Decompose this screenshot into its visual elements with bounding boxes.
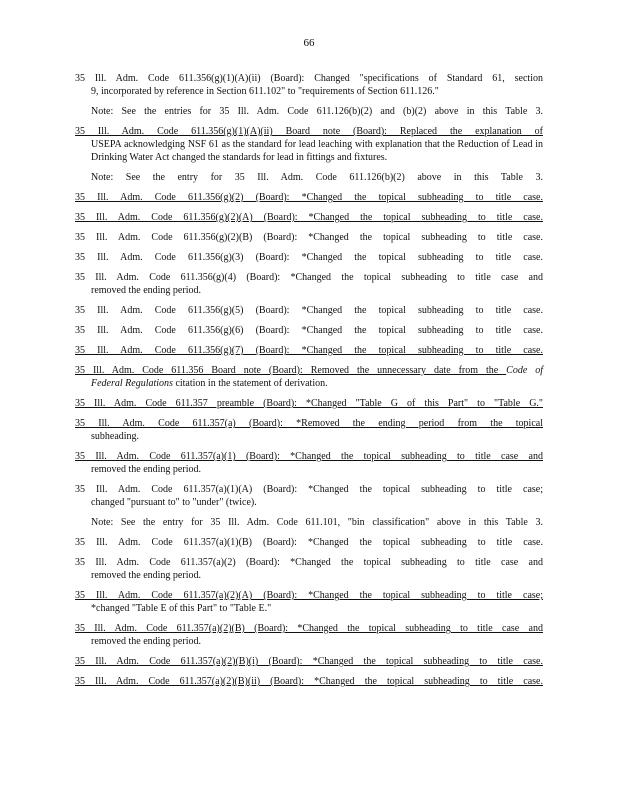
amendment-entry [75, 397, 543, 410]
entry-first-line: 35 Ill. Adm. Code 611.356(g)(5) (Board): *Changed the topical subheading to title case. [75, 305, 543, 316]
entry-first-line: 35 Ill. Adm. Code 611.357(a)(2)(B) (Board): *Changed the topical subheading to title case and [75, 623, 543, 634]
entry-continuation: 9, incorporated by reference in Section 611.102" to "requirements of Section 611.126." [91, 86, 439, 97]
entry-first-line: 35 Ill. Adm. Code 611.356(g)(2)(B) (Board): *Changed the topical subheading to title case. [75, 232, 543, 243]
amendment-entry [75, 655, 543, 668]
amendment-entry [75, 483, 543, 509]
amendment-entry [75, 622, 543, 648]
amendment-entry [75, 251, 543, 264]
note-paragraph [75, 105, 543, 118]
entry-continuation: changed "pursuant to" to "under" (twice). [91, 497, 257, 508]
amendment-entry [75, 417, 543, 443]
entry-first-line: 35 Ill. Adm. Code 611.357(a) (Board): *Removed the ending period from the topical [75, 418, 543, 429]
entry-first-line: 35 Ill. Adm. Code 611.356(g)(3) (Board): *Changed the topical subheading to title case. [75, 252, 543, 263]
entry-citation-text: 35 Ill. Adm. Code 611.356 Board note (Board): Removed the unnecessary date from the [75, 365, 507, 376]
entry-continuation: subheading. [91, 431, 140, 442]
amendment-entry [75, 364, 543, 390]
entry-first-line: 35 Ill. Adm. Code 611.357(a)(1)(A) (Board): *Changed the topical subheading to title case; [75, 484, 543, 495]
amendment-entry [75, 450, 543, 476]
entry-first-line: 35 Ill. Adm. Code 611.356(g)(2) (Board): *Changed the topical subheading to title case. [75, 192, 543, 203]
entry-continuation: *changed "Table E of this Part" to "Table E." [91, 603, 272, 614]
note-text: Note: See the entry for 35 Ill. Adm. Code 611.126(b)(2) above in this Table 3. [91, 172, 543, 183]
amendment-entry [75, 211, 543, 224]
amendment-entry [75, 271, 543, 297]
entry-continuation: removed the ending period. [91, 636, 201, 647]
entry-first-line: 35 Ill. Adm. Code 611.357(a)(2)(A) (Board): *Changed the topical subheading to title case; [75, 590, 543, 601]
amendment-entries-list [75, 72, 543, 695]
amendment-entry [75, 556, 543, 582]
entry-first-line: 35 Ill. Adm. Code 611.356(g)(6) (Board): *Changed the topical subheading to title case. [75, 325, 543, 336]
entry-first-line: 35 Ill. Adm. Code 611.357(a)(2) (Board): *Changed the topical subheading to title case and [75, 557, 543, 568]
entry-first-line: 35 Ill. Adm. Code 611.357(a)(1)(B) (Board): *Changed the topical subheading to title case. [75, 537, 543, 548]
entry-first-line: 35 Ill. Adm. Code 611.356(g)(2)(A) (Board): *Changed the topical subheading to title case. [75, 212, 543, 223]
entry-first-line: 35 Ill. Adm. Code 611.357(a)(1) (Board): *Changed the topical subheading to title case and [75, 451, 543, 462]
entry-first-line: 35 Ill. Adm. Code 611.356(g)(7) (Board): *Changed the topical subheading to title case. [75, 345, 543, 356]
entry-continuation: removed the ending period. [91, 570, 201, 581]
note-text: Note: See the entries for 35 Ill. Adm. Code 611.126(b)(2) and (b)(2) above in this Table 3. [91, 106, 543, 117]
note-paragraph [75, 171, 543, 184]
entry-first-line: 35 Ill. Adm. Code 611.356(g)(1)(A)(ii) (Board): Changed "specifications of Standard 61, section [75, 73, 543, 84]
italic-title-text: Federal Regulations [91, 378, 173, 389]
italic-title-text: Code of [506, 365, 543, 376]
entry-continuation-text: citation in the statement of derivation. [172, 378, 328, 389]
amendment-entry [75, 344, 543, 357]
entry-continuation: removed the ending period. [91, 285, 201, 296]
amendment-entry [75, 304, 543, 317]
entry-continuation: USEPA acknowledging NSF 61 as the standard for lead leaching with explanation that the Reduction of Lead in Drinking Water Act changed the standards for lead in fittings and fixtures. [91, 139, 543, 163]
entry-first-line: 35 Ill. Adm. Code 611.357(a)(2)(B)(ii) (Board): *Changed the topical subheading to title case. [75, 676, 543, 687]
amendment-entry [75, 191, 543, 204]
amendment-entry [75, 324, 543, 337]
entry-continuation: removed the ending period. [91, 464, 201, 475]
entry-first-line: 35 Ill. Adm. Code 611.357(a)(2)(B)(i) (Board): *Changed the topical subheading to title case. [75, 656, 543, 667]
note-text: Note: See the entry for 35 Ill. Adm. Code 611.101, "bin classification" above in this Table 3. [91, 517, 543, 528]
amendment-entry [75, 589, 543, 615]
amendment-entry [75, 536, 543, 549]
amendment-entry [75, 125, 543, 164]
entry-first-line [75, 364, 543, 377]
entry-first-line: 35 Ill. Adm. Code 611.357 preamble (Board): *Changed "Table G of this Part" to "Table G." [75, 398, 543, 409]
amendment-entry [75, 72, 543, 98]
page-number: 66 [303, 37, 315, 49]
note-paragraph [75, 516, 543, 529]
entry-first-line: 35 Ill. Adm. Code 611.356(g)(1)(A)(ii) Board note (Board): Replaced the explanation of [75, 126, 543, 137]
entry-continuation [75, 377, 543, 390]
amendment-entry [75, 231, 543, 244]
amendment-entry [75, 675, 543, 688]
entry-first-line: 35 Ill. Adm. Code 611.356(g)(4) (Board): *Changed the topical subheading to title case and [75, 272, 543, 283]
